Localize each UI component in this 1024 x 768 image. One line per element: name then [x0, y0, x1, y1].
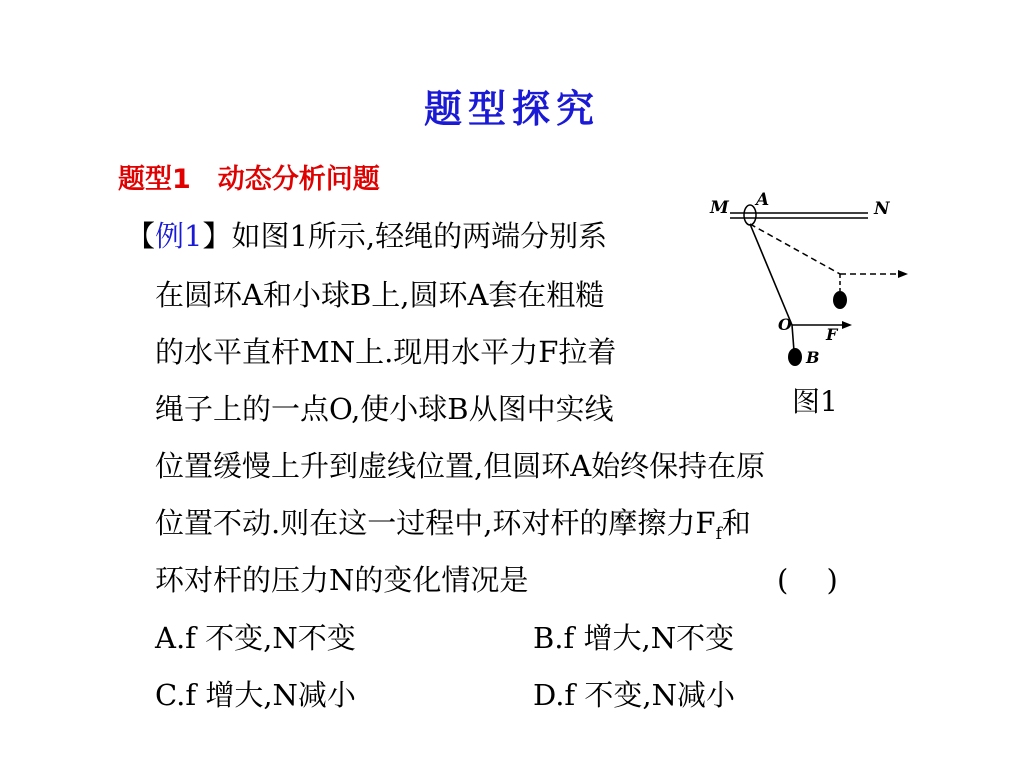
question-line-7: 环对杆的压力N的变化情况是 [155, 563, 529, 597]
example-label: 例1 [155, 219, 203, 253]
question-text-6a: 位置不动.则在这一过程中,环对杆的摩擦力F [155, 506, 716, 540]
question-line-5: 位置缓慢上升到虚线位置,但圆环A始终保持在原 [155, 449, 766, 483]
question-line-4: 绳子上的一点O,使小球B从图中实线 [155, 392, 614, 426]
label-o: O [778, 315, 792, 334]
label-a: A [756, 190, 770, 210]
physics-diagram [700, 188, 920, 388]
question-line-3: 的水平直杆MN上.现用水平力F拉着 [155, 335, 617, 369]
label-f: F [826, 325, 838, 344]
label-n: N [874, 199, 890, 219]
rope-solid-lower [792, 325, 794, 351]
ring-a [744, 205, 756, 225]
bracket-close: 】 [202, 219, 232, 253]
ball-b-solid [788, 348, 802, 366]
question-text-1: 如图1所示,轻绳的两端分别系 [231, 219, 608, 253]
ball-b-dashed [833, 291, 847, 309]
label-b: B [806, 348, 820, 367]
section-heading: 题型1 动态分析问题 [118, 164, 380, 195]
option-d: D.f 不变,N减小 [533, 678, 735, 712]
force-f-arrowhead [842, 321, 852, 329]
bracket-open: 【 [126, 219, 156, 253]
question-line-2: 在圆环A和小球B上,圆环A套在粗糙 [155, 278, 605, 312]
option-a: A.f 不变,N不变 [155, 621, 356, 655]
question-text-6b: 和 [721, 506, 751, 540]
rope-dashed-upper [750, 224, 840, 274]
option-b: B.f 增大,N不变 [533, 621, 735, 655]
figure-caption: 图1 [792, 385, 838, 418]
label-m: M [710, 198, 729, 218]
answer-blank: ( ) [777, 563, 838, 597]
question-line-1 [126, 216, 607, 256]
force-dashed-arrowhead [898, 270, 908, 278]
subscript-f: f [715, 524, 722, 544]
page-title: 题型探究 [423, 86, 600, 131]
option-c: C.f 增大,N减小 [155, 678, 356, 712]
rope-solid-upper [750, 224, 792, 325]
question-line-6 [155, 503, 751, 554]
